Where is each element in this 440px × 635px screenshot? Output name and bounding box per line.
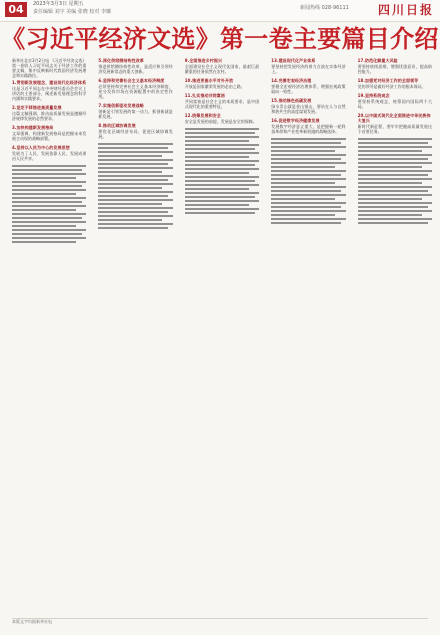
text-line <box>271 202 345 204</box>
section-title: 8.推动区域协调发展 <box>98 123 136 128</box>
text-line <box>185 204 249 206</box>
section-body: 发展数字经济意义重大，是把握新一轮科技革命和产业变革新机遇的战略选择。 <box>271 124 346 134</box>
text-line <box>12 193 76 195</box>
text-line <box>271 138 345 140</box>
text-line <box>358 210 432 212</box>
text-line <box>358 214 422 216</box>
text-line <box>12 177 76 179</box>
section-title: 3.加快构建新发展格局 <box>12 125 54 130</box>
section-title: 10.推进更高水平对外开放 <box>184 78 234 83</box>
section-item <box>98 103 172 119</box>
text-line <box>185 144 259 146</box>
page-number-badge: 04 <box>5 2 27 17</box>
text-line <box>98 155 162 157</box>
page-headline: 《习近平经济文选》第一卷主要篇目介绍 <box>1 25 439 53</box>
text-line <box>358 138 432 140</box>
text-line <box>98 223 172 225</box>
section-body: 推进供给侧结构性改革，是适应和引领经济发展新常态的重大创新。 <box>98 64 173 74</box>
text-line <box>185 196 255 198</box>
text-line <box>185 164 255 166</box>
text-line <box>98 219 162 221</box>
text-line <box>185 180 255 182</box>
section-body: 要坚持底线思维，增强忧患意识，提高防控能力。 <box>357 64 432 74</box>
text-line <box>271 214 335 216</box>
text-line <box>185 208 259 210</box>
text-line <box>185 172 249 174</box>
text-line <box>185 156 249 158</box>
text-line <box>185 168 259 170</box>
section-item <box>12 125 86 141</box>
text-line <box>12 201 82 203</box>
text-line <box>271 222 341 224</box>
section-title: 13.建设现代化产业体系 <box>271 58 316 63</box>
article-columns <box>12 58 432 618</box>
text-line <box>12 165 86 167</box>
text-line <box>12 197 86 199</box>
section-title: 5.深化供给侧结构性改革 <box>98 58 144 63</box>
text-line <box>98 215 172 217</box>
text-line <box>358 150 422 152</box>
text-line <box>185 132 255 134</box>
text-line <box>98 171 162 173</box>
text-line <box>358 166 422 168</box>
section-title: 17.防范化解重大风险 <box>357 58 398 63</box>
section-item <box>271 98 345 114</box>
section-item <box>185 78 259 89</box>
section-item <box>12 145 86 161</box>
text-line <box>185 140 249 142</box>
text-line <box>98 227 168 229</box>
text-line <box>185 184 259 186</box>
section-item <box>98 78 172 99</box>
section-item <box>185 113 259 124</box>
section-item <box>271 58 345 74</box>
text-line <box>98 207 172 209</box>
section-body: 共同富裕是社会主义的本质要求，是中国式现代化的重要特征。 <box>184 99 260 109</box>
text-line <box>185 148 255 150</box>
text-line <box>98 191 172 193</box>
text-line <box>358 142 428 144</box>
section-title: 6.坚持和完善社会主义基本经济制度 <box>98 78 165 83</box>
text-line <box>271 174 341 176</box>
article-column-2 <box>98 58 172 618</box>
article-intro: 新华社北京3月2日电 《习近平经济文选》第一卷收入习近平同志关于经济工作的重要文稿，集中反映新时代我国经济发展理念和实践路径。 <box>12 58 87 78</box>
section-item <box>358 58 432 74</box>
text-line <box>358 202 432 204</box>
text-line <box>12 181 86 183</box>
text-line <box>185 136 259 138</box>
text-line <box>12 221 86 223</box>
section-item <box>12 105 86 121</box>
publication-date: 2023年3月3日 星期五 <box>33 1 84 7</box>
section-title: 12.统筹发展和安全 <box>184 113 221 118</box>
editor-credit: 责任编辑 刘宇 美编 张晓 校对 李娜 <box>33 9 111 15</box>
text-line <box>12 169 82 171</box>
text-line <box>271 186 345 188</box>
newspaper-logo: 四川日报 <box>377 3 434 17</box>
section-title: 20.以中国式现代化全面推进中华民族伟大复兴 <box>357 113 431 123</box>
text-line <box>12 241 76 243</box>
section-item <box>271 78 345 94</box>
text-line <box>98 211 168 213</box>
text-line <box>12 173 86 175</box>
section-body: 开放是国家繁荣发展的必由之路。 <box>184 84 245 89</box>
text-line <box>98 195 168 197</box>
text-line <box>185 200 259 202</box>
text-line <box>271 170 345 172</box>
text-line <box>358 194 432 196</box>
article-column-4 <box>271 58 345 618</box>
section-body: 这是习近平同志在中央财经委员会会议上讲话的主要部分，阐述新发展理念的科学内涵和实践要求。 <box>12 86 87 101</box>
section-title: 19.坚持系统观念 <box>357 93 390 98</box>
text-line <box>185 192 259 194</box>
text-line <box>271 154 345 156</box>
text-line <box>358 206 428 208</box>
section-item <box>358 78 432 89</box>
section-title: 14.完善宏观经济治理 <box>271 78 312 83</box>
text-line <box>271 190 341 192</box>
text-line <box>185 176 259 178</box>
text-line <box>12 205 86 207</box>
text-line <box>358 182 422 184</box>
section-body: 要健全宏观经济治理体系，增强宏观政策取向一致性。 <box>271 84 346 94</box>
article-column-3 <box>185 58 259 618</box>
section-body: 要坚持系统观念，统筹国内国际两个大局。 <box>357 99 432 109</box>
section-body: 党的领导是做好经济工作的根本保证。 <box>357 84 426 89</box>
text-line <box>358 146 432 148</box>
text-line <box>358 190 428 192</box>
text-line <box>12 185 82 187</box>
section-title: 1.贯彻新发展理念，建设现代化经济体系 <box>12 80 87 85</box>
text-line <box>185 128 259 130</box>
section-body: 绿水青山就是金山银山，要站在人与自然和谐共生的高度谋划发展。 <box>271 104 346 114</box>
section-body: 创新是引领发展的第一动力，抓创新就是抓发展。 <box>98 109 173 119</box>
section-title: 4.坚持以人民为中心的发展思想 <box>12 145 70 150</box>
section-title: 2.坚定不移推进高质量发展 <box>12 105 62 110</box>
section-item <box>185 58 259 74</box>
section-item <box>185 93 259 109</box>
text-line <box>98 179 168 181</box>
text-line <box>358 218 432 220</box>
text-line <box>98 143 172 145</box>
text-line <box>98 199 172 201</box>
text-line <box>12 237 86 239</box>
text-line <box>358 158 428 160</box>
text-line <box>271 198 335 200</box>
text-line <box>98 183 172 185</box>
text-line <box>271 158 341 160</box>
text-line <box>98 203 162 205</box>
text-line <box>98 167 172 169</box>
text-line <box>271 146 345 148</box>
section-body: 这篇文稿强调，推动高质量发展是遵循经济规律发展的必然要求。 <box>12 111 87 121</box>
text-line <box>271 206 341 208</box>
text-line <box>98 147 168 149</box>
text-line <box>358 162 432 164</box>
section-body: 要坚持把发展经济的着力点放在实体经济上。 <box>271 64 346 74</box>
text-line <box>12 189 86 191</box>
section-item <box>358 113 432 134</box>
article-column-5 <box>358 58 432 618</box>
text-line <box>358 186 432 188</box>
text-line <box>358 222 428 224</box>
text-line <box>271 210 345 212</box>
text-line <box>12 225 76 227</box>
text-line <box>12 217 82 219</box>
section-item <box>98 58 172 74</box>
text-line <box>271 178 345 180</box>
text-line <box>358 178 432 180</box>
text-line <box>98 151 172 153</box>
text-line <box>12 209 76 211</box>
text-line <box>12 233 82 235</box>
text-line <box>271 162 345 164</box>
text-line <box>98 159 172 161</box>
text-line <box>185 160 259 162</box>
text-line <box>271 182 335 184</box>
section-body: 要优化区域经济布局，促进区域协调发展。 <box>98 129 173 139</box>
text-line <box>185 152 259 154</box>
section-body: 新时代新征程，要牢牢把握高质量发展这个首要任务。 <box>357 124 432 134</box>
text-line <box>98 175 172 177</box>
section-body: 必须坚持和完善社会主义基本经济制度，充分发挥市场在资源配置中的决定性作用。 <box>98 84 173 99</box>
text-line <box>271 194 345 196</box>
page-header <box>0 0 440 22</box>
text-line <box>98 163 168 165</box>
section-item <box>98 123 172 139</box>
section-title: 16.促进数字经济健康发展 <box>271 118 320 123</box>
text-line <box>12 229 86 231</box>
article-column-1 <box>12 58 86 618</box>
section-body: 文章强调，构建新发展格局是把握未来发展主动权的战略部署。 <box>12 131 87 141</box>
section-item <box>12 80 86 101</box>
hotline: 新闻热线 028-96111 <box>300 5 349 11</box>
text-line <box>358 198 422 200</box>
page-footer: 本版文字均据新华社电 <box>12 618 428 629</box>
text-line <box>271 150 335 152</box>
section-body: 安全是发展的前提，发展是安全的保障。 <box>184 119 257 124</box>
section-body: 发展为了人民，发展依靠人民，发展成果由人民共享。 <box>12 151 87 161</box>
text-line <box>12 213 86 215</box>
text-line <box>185 188 249 190</box>
section-title: 9.全面推进乡村振兴 <box>184 58 223 63</box>
text-line <box>185 212 255 214</box>
text-line <box>271 218 345 220</box>
section-item <box>358 93 432 109</box>
text-line <box>358 154 432 156</box>
section-title: 11.扎实推动共同富裕 <box>184 93 225 98</box>
section-title: 15.推动绿色低碳发展 <box>271 98 312 103</box>
text-line <box>358 174 428 176</box>
section-body: 全面建设社会主义现代化国家，最艰巨最繁重的任务依然在农村。 <box>184 64 260 74</box>
text-line <box>358 170 432 172</box>
section-title: 18.加强党对经济工作的全面领导 <box>357 78 419 83</box>
section-item <box>271 118 345 134</box>
section-title: 7.实施创新驱动发展战略 <box>98 103 144 108</box>
text-line <box>271 166 335 168</box>
text-line <box>98 187 162 189</box>
text-line <box>271 142 341 144</box>
